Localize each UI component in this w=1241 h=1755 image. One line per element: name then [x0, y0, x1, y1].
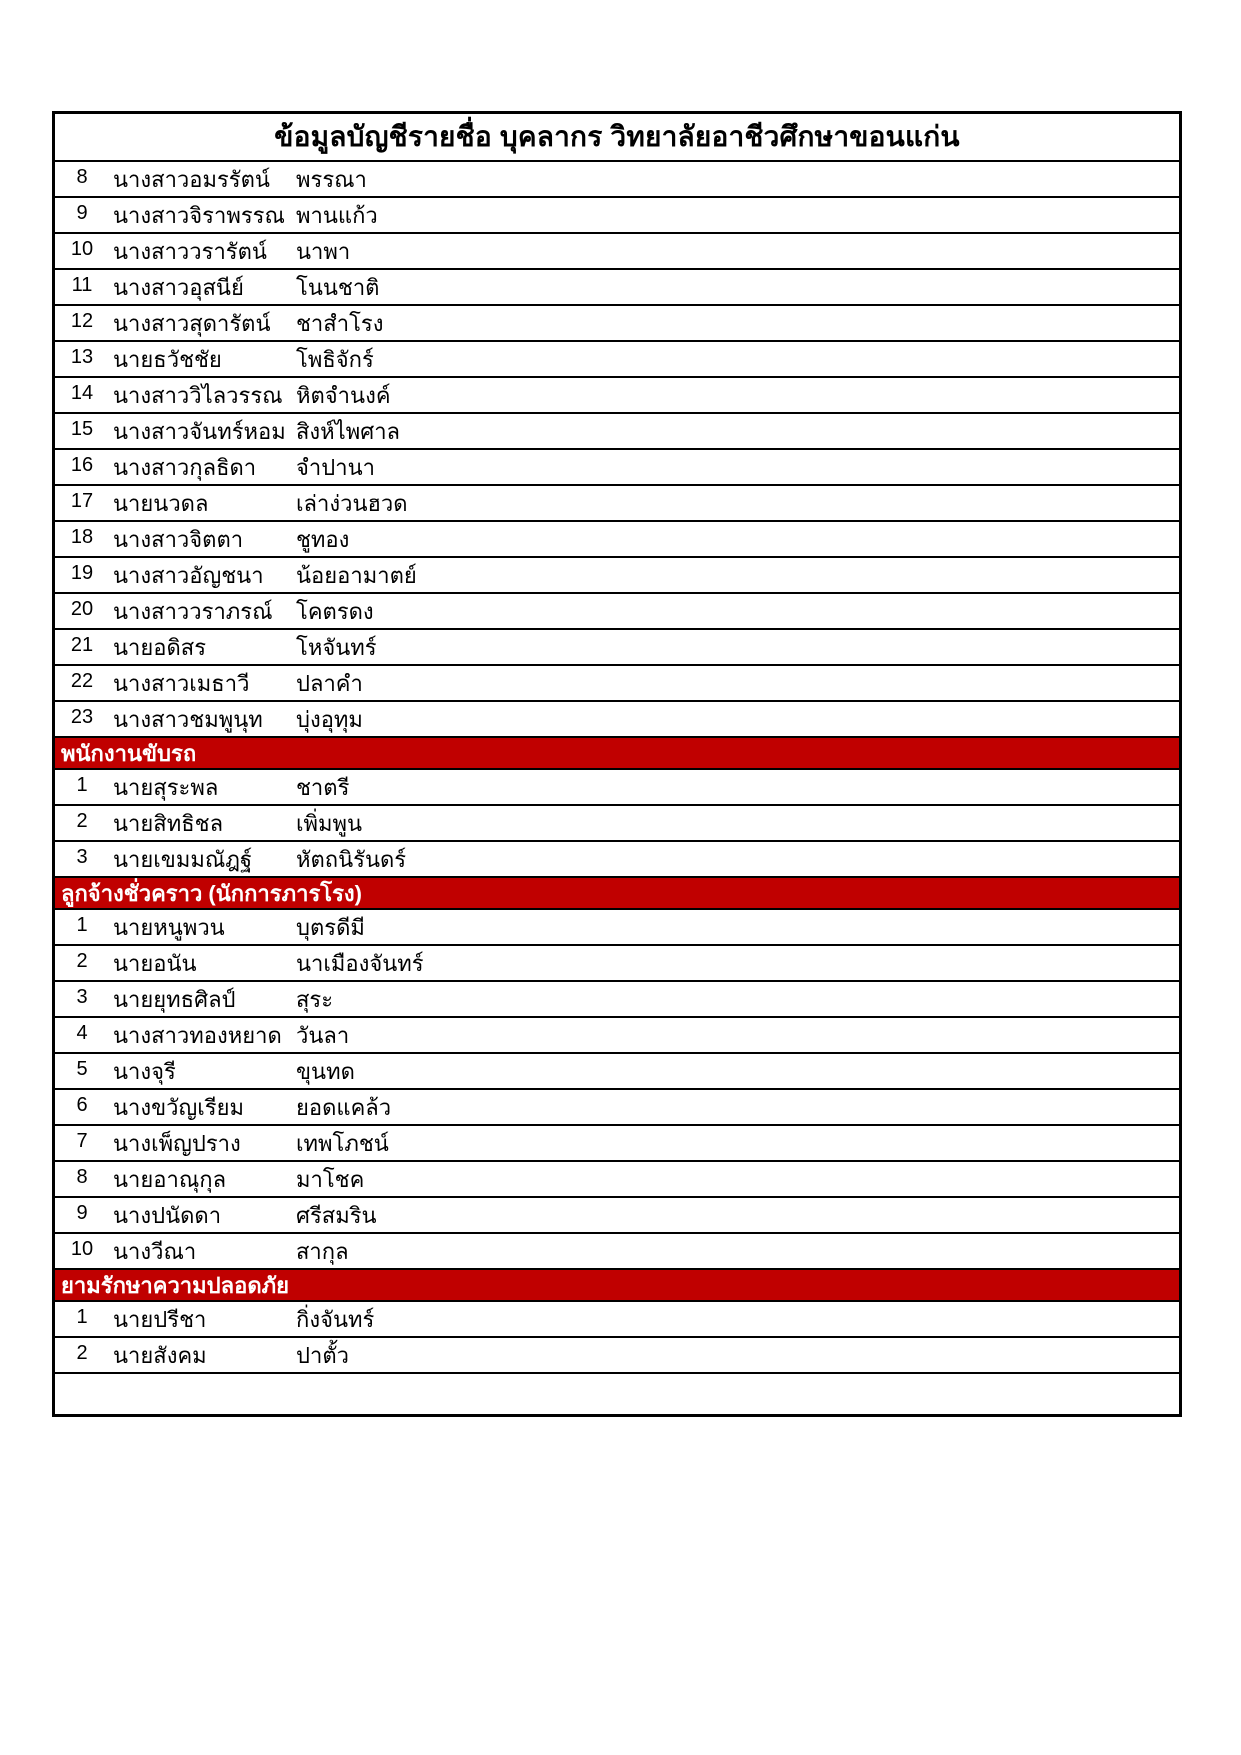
- last-name: ชาสำโรง: [296, 311, 384, 336]
- first-name: นางสาวจันทร์หอม: [113, 419, 286, 444]
- personnel-table: [52, 111, 1182, 1417]
- first-name: นางสาวอมรรัตน์: [113, 167, 270, 192]
- row-number: 16: [70, 454, 94, 476]
- last-name: บุ่งอุทุม: [296, 707, 363, 732]
- table-row: [55, 594, 1179, 630]
- first-name: นางสาวทองหยาด: [113, 1023, 282, 1048]
- last-name: บุตรดีมี: [296, 915, 365, 940]
- table-row: [55, 1090, 1179, 1126]
- row-number: 1: [76, 914, 88, 936]
- last-name: น้อยอามาตย์: [296, 563, 417, 588]
- row-number: 22: [70, 670, 94, 692]
- last-name: มาโชค: [296, 1167, 365, 1192]
- table-row: [55, 378, 1179, 414]
- first-name: นายธวัชชัย: [113, 347, 222, 372]
- table-row: [55, 306, 1179, 342]
- first-name: นางสาวสุดารัตน์: [113, 311, 271, 336]
- last-name: นาเมืองจันทร์: [296, 951, 424, 976]
- section-header: พนักงานขับรถ: [55, 738, 1179, 770]
- last-name: สุระ: [296, 987, 334, 1012]
- row-number: 20: [70, 598, 94, 620]
- row-number: 3: [76, 986, 88, 1008]
- table-row: [55, 1054, 1179, 1090]
- section-header: ลูกจ้างชั่วคราว (นักการภารโรง): [55, 878, 1179, 910]
- first-name: นางสาววิไลวรรณ: [113, 383, 283, 408]
- last-name: วันลา: [296, 1023, 350, 1048]
- table-row: [55, 770, 1179, 806]
- table-row: [55, 842, 1179, 878]
- table-title: ข้อมูลบัญชีรายชื่อ บุคลากร วิทยาลัยอาชีวศึกษาขอนแก่น: [55, 114, 1179, 162]
- row-number: 10: [70, 1238, 94, 1260]
- first-name: นางสาวจิราพรรณ: [113, 203, 285, 228]
- table-row: [55, 162, 1179, 198]
- table-row: [55, 234, 1179, 270]
- last-name: ปลาคำ: [296, 671, 363, 696]
- table-row: [55, 1198, 1179, 1234]
- row-number: 5: [76, 1058, 88, 1080]
- row-number: 17: [70, 490, 94, 512]
- section-header: ยามรักษาความปลอดภัย: [55, 1270, 1179, 1302]
- last-name: ยอดแคล้ว: [296, 1095, 392, 1120]
- table-row: [55, 198, 1179, 234]
- table-row: [55, 1162, 1179, 1198]
- first-name: นางจุรี: [113, 1059, 176, 1084]
- row-number: 6: [76, 1094, 88, 1116]
- first-name: นางสาวจิตตา: [113, 527, 244, 552]
- row-number: 2: [76, 1342, 88, 1364]
- first-name: นางสาวอุสนีย์: [113, 275, 244, 300]
- table-row: [55, 342, 1179, 378]
- table-row: [55, 1338, 1179, 1374]
- table-row: [55, 414, 1179, 450]
- first-name: นางเพ็ญปราง: [113, 1131, 241, 1156]
- row-number: 3: [76, 846, 88, 868]
- empty-row: [55, 1374, 1179, 1414]
- last-name: สิงห์ไพศาล: [296, 419, 401, 444]
- row-number: 2: [76, 810, 88, 832]
- last-name: นาพา: [296, 239, 351, 264]
- first-name: นางสาวเมธาวี: [113, 671, 250, 696]
- last-name: ศรีสมริน: [296, 1203, 377, 1228]
- table-row: [55, 910, 1179, 946]
- table-row: [55, 558, 1179, 594]
- table-row: [55, 1234, 1179, 1270]
- last-name: โหจันทร์: [296, 635, 377, 660]
- table-row: [55, 666, 1179, 702]
- first-name: นายยุทธศิลป์: [113, 987, 236, 1012]
- row-number: 21: [70, 634, 94, 656]
- table-row: [55, 806, 1179, 842]
- last-name: เพิ่มพูน: [296, 811, 363, 836]
- table-row: [55, 1018, 1179, 1054]
- table-row: [55, 702, 1179, 738]
- row-number: 4: [76, 1022, 88, 1044]
- table-row: [55, 1126, 1179, 1162]
- first-name: นายปรีชา: [113, 1307, 207, 1332]
- first-name: นางสาวอัญชนา: [113, 563, 264, 588]
- first-name: นายนวดล: [113, 491, 209, 516]
- row-number: 14: [70, 382, 94, 404]
- first-name: นายสังคม: [113, 1343, 207, 1368]
- table-row: [55, 982, 1179, 1018]
- row-number: 7: [76, 1130, 88, 1152]
- table-row: [55, 522, 1179, 558]
- first-name: นางปนัดดา: [113, 1203, 222, 1228]
- last-name: หัตถนิรันดร์: [296, 847, 407, 872]
- table-row: [55, 630, 1179, 666]
- row-number: 8: [76, 1166, 88, 1188]
- row-number: 18: [70, 526, 94, 548]
- row-number: 1: [76, 774, 88, 796]
- table-body: [55, 162, 1179, 1414]
- table-row: [55, 486, 1179, 522]
- row-number: 8: [76, 166, 88, 188]
- row-number: 23: [70, 706, 94, 728]
- row-number: 15: [70, 418, 94, 440]
- last-name: โพธิจักร์: [296, 347, 374, 372]
- table-row: [55, 270, 1179, 306]
- first-name: นายสิทธิชล: [113, 811, 224, 836]
- first-name: นางสาววราภรณ์: [113, 599, 273, 624]
- first-name: นางสาวชมพูนุท: [113, 707, 263, 732]
- last-name: โคตรดง: [296, 599, 374, 624]
- last-name: เล่าง่วนฮวด: [296, 491, 408, 516]
- first-name: นางสาวกุลธิดา: [113, 455, 257, 480]
- last-name: ชูทอง: [296, 527, 350, 552]
- first-name: นายอดิสร: [113, 635, 207, 660]
- last-name: พานแก้ว: [296, 203, 378, 228]
- last-name: ปาตั้ว: [296, 1343, 349, 1368]
- last-name: โนนชาติ: [296, 275, 380, 300]
- last-name: เทพโภชน์: [296, 1131, 389, 1156]
- row-number: 12: [70, 310, 94, 332]
- first-name: นางสาววรารัตน์: [113, 239, 267, 264]
- row-number: 19: [70, 562, 94, 584]
- first-name: นายหนูพวน: [113, 915, 225, 940]
- last-name: ขุนทด: [296, 1059, 355, 1084]
- last-name: หิตจำนงค์: [296, 383, 391, 408]
- last-name: กิ่งจันทร์: [296, 1307, 375, 1332]
- row-number: 13: [70, 346, 94, 368]
- first-name: นางขวัญเรียม: [113, 1095, 245, 1120]
- first-name: นายอาณุกุล: [113, 1167, 227, 1192]
- row-number: 11: [71, 274, 93, 296]
- last-name: จำปานา: [296, 455, 375, 480]
- table-row: [55, 1302, 1179, 1338]
- first-name: นายเขมมณัฎฐ์: [113, 847, 253, 872]
- row-number: 2: [76, 950, 88, 972]
- last-name: พรรณา: [296, 167, 367, 192]
- last-name: ชาตรี: [296, 775, 350, 800]
- row-number: 9: [76, 202, 88, 224]
- table-row: [55, 946, 1179, 982]
- last-name: สากุล: [296, 1239, 349, 1264]
- row-number: 10: [70, 238, 94, 260]
- first-name: นางวีณา: [113, 1239, 197, 1264]
- first-name: นายสุระพล: [113, 775, 219, 800]
- table-row: [55, 450, 1179, 486]
- row-number: 9: [76, 1202, 88, 1224]
- first-name: นายอนัน: [113, 951, 197, 976]
- row-number: 1: [76, 1306, 88, 1328]
